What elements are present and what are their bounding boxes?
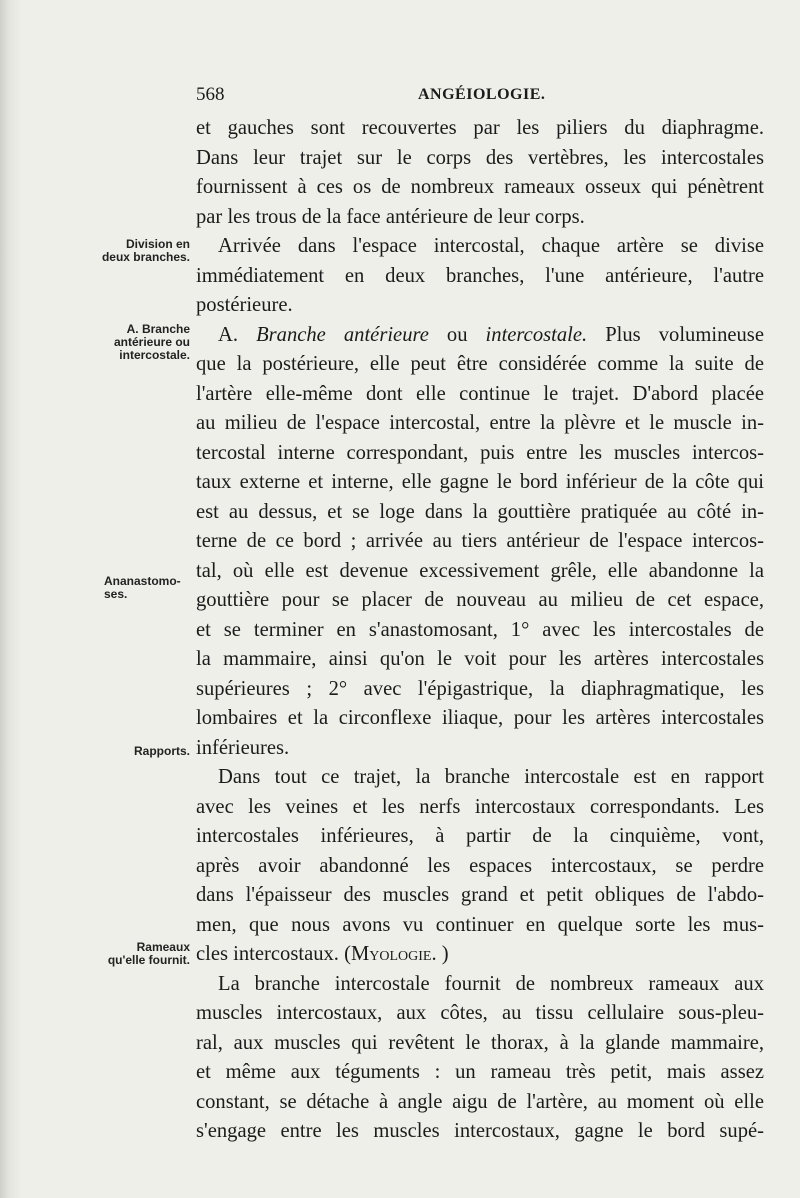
paragraph-1: et gauches sont recouvertes par les piliers du diaphragme. Dans leur trajet sur le corps des vertèbres, les intercostales fournissent à ces os de nombreux rameaux osseux qui pénètrent par les trous de la face antérieure de leur corps.: [196, 117, 764, 228]
margin-note-anastomoses: Ananastomo- ses.: [104, 574, 181, 601]
page-header: [196, 84, 776, 110]
page-number: 568: [196, 84, 225, 105]
margin-note-branche-anterieure: A. Branche antérieure ou intercostale.: [113, 322, 190, 362]
paragraph-5: La branche intercostale fournit de nombreux rameaux aux muscles intercostaux, aux côtes, au tissu cellulaire sous-pleu- ral, aux muscles qui revêtent le thorax, à la glande mammaire, et même aux téguments : un rameau très petit, mais assez constant, se détache à angle aigu de l'artère, au moment où elle s'engage entre les muscles intercostaux, gagne le bord supé-: [196, 972, 764, 1142]
margin-note-division: Division en deux branches.: [101, 237, 190, 264]
paragraph-3: A. Branche antérieure ou intercostale. Plus volumineuse que la postérieure, elle peut être considérée comme la suite de l'artère elle-même dont elle continue le trajet. D'abord placée au milieu de l'espace intercostal, entre la plèvre et le muscle in- tercostal interne correspondant, puis entre les muscles intercos- taux externe et interne, elle gagne le bord inférieur de la côte qui est au dessus, et se loge dans la gouttière pratiquée au côté in- terne de ce bord ; arrivée au tiers antérieur de l'espace intercos- tal, où elle est devenue excessivement grêle, elle abandonne la gouttière pour se placer de nouveau au milieu de cet espace, et se terminer en s'anastomosant, 1° avec les intercostales de la mammaire, ainsi qu'on le voit pour les artères intercostales supérieures ; 2° avec l'épigastrique, la diaphragmatique, les lombaires et la circonflexe iliaque, pour les artères intercostales inférieures.: [196, 323, 764, 759]
margin-note-rameaux: Rameaux qu'elle fournit.: [107, 940, 190, 967]
margin-note-rapports: Rapports.: [133, 744, 190, 758]
running-title: ANGÉIOLOGIE.: [418, 86, 546, 103]
body-text: [196, 114, 764, 1147]
page-binding-edge: [0, 0, 22, 1198]
paragraph-2: Arrivée dans l'espace intercostal, chaque artère se divise immédiatement en deux branches, l'une antérieure, l'autre postérieure.: [196, 235, 764, 316]
paragraph-4: Dans tout ce trajet, la branche intercostale est en rapport avec les veines et les nerfs intercostaux correspondants. Les intercostales inférieures, à partir de la cinquième, vont, après avoir abandonné les espaces intercostaux, se perdre dans l'épaisseur des muscles grand et petit obliques de l'abdo- men, que nous avons vu continuer en quelque sorte les mus- cles intercostaux. (Myologie. ): [196, 766, 764, 965]
